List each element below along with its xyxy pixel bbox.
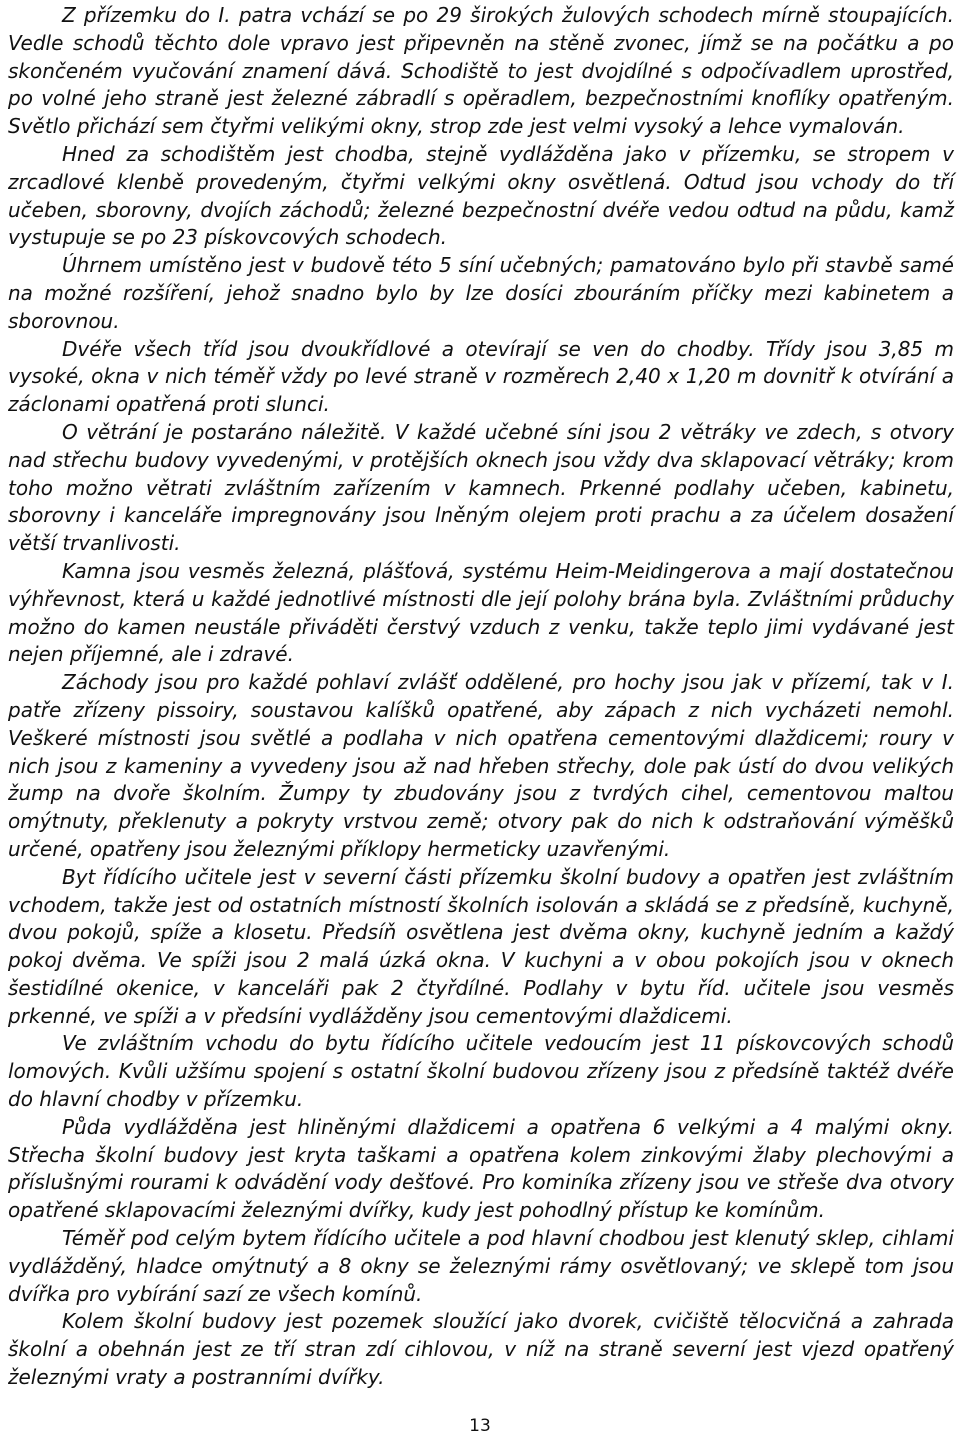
document-body (8, 2, 954, 1392)
paragraph-staircase: Z přízemku do I. patra vchází se po 29 širokých žulových schodech mírně stoupajících. Vedle schodů těchto dole vpravo jest připevněn na stěně zvonec, jímž se na počátku a po skončeném vyučování znamení dává. Schodiště to jest dvojdílné s odpočívadlem uprostřed, po volné jeho straně jest železné zábradlí s opěradlem, bezpečnostními knoflíky opatřeným. Světlo přichází sem čtyřmi velikými okny, strop zde jest velmi vysoký a lehce vymalován. (8, 3, 954, 139)
paragraph-corridor: Hned za schodištěm jest chodba, stejně vydlážděna jako v přízemku, se stropem v zrcadlové klenbě provedeným, čtyřmi velkými okny osvětlená. Odtud jsou vchody do tří učeben, sborovny, dvojích záchodů; železné bezpečnostní dvéře vedou odtud na půdu, kamž vystupuje se po 23 pískovcových schodech. (8, 141, 954, 250)
paragraph-doors: Dvéře všech tříd jsou dvoukřídlové a otevírají se ven do chodby. Třídy jsou 3,85 m vysoké, okna v nich téměř vždy po levé straně v rozměrech 2,40 x 1,20 m dovnitř k otvírání a záclonami opatřená proti slunci. (8, 336, 954, 417)
paragraph-stoves: Kamna jsou vesměs železná, plášťová, systému Heim-Meidingerova a mají dostatečnou výhřevnost, která u každé jednotlivé místnosti dle její polohy brána byla. Zvláštními průduchy možno do kamen neustále přiváděti čerstvý vzduch z venku, takže teplo jimi vydávané jest nejen příjemné, ale i zdravé. (8, 558, 954, 667)
paragraph-toilets: Záchody jsou pro každé pohlaví zvlášť oddělené, pro hochy jsou jak v přízemí, tak v I. patře zřízeny pissoiry, soustavou kalíšků opatřené, aby zápach z nich vycházeti nemohl. Veškeré místnosti jsou světlé a podlaha v nich opatřena cementovými dlaždicemi; roury v nich jsou z kameniny a vyvedeny jsou až nad hřeben střechy, dole pak ústí do dvou velikých žump na dvoře školním. Žumpy ty zbudovány jsou z tvrdých cihel, cementovou maltou omýtnuty, překlenuty a pokryty vrstvou země; otvory pak do nich k odstraňování výměšků určené, opatřeny jsou železnými příklopy hermeticky uzavřenými. (8, 670, 954, 861)
paragraph-flat-entrance: Ve zvláštním vchodu do bytu řídícího učitele vedoucím jest 11 pískovcových schodů lomových. Kvůli užšímu spojení s ostatní školní budovou zřízeny jsou z předsíně taktéž dvéře do hlavní chodby v přízemku. (8, 1031, 954, 1112)
paragraph-cellar: Téměř pod celým bytem řídícího učitele a pod hlavní chodbou jest klenutý sklep, cihlami vydlážděný, hladce omýtnutý a 8 okny se železnými rámy osvětlovaný; ve sklepě tom jsou dvířka pro vybírání sazí ze všech komínů. (8, 1226, 954, 1306)
paragraph-ventilation: O větrání je postaráno náležitě. V každé učebné síni jsou 2 větráky ve zdech, s otvory nad střechu budovy vyvedenými, v protějších oknech jsou vždy dva sklapovací větráky; krom toho možno větrati zvláštním zařízením v kamnech. Prkenné podlahy učeben, kabinetu, sborovny i kanceláře impregnovány jsou lněným olejem proti prachu a za účelem dosažení větší trvanlivosti. (8, 419, 954, 556)
page-number: 13 (469, 1416, 491, 1436)
paragraph-grounds: Kolem školní budovy jest pozemek sloužící jako dvorek, cvičiště tělocvičná a zahrada školní a obehnán jest ze tří stran zdí cihlovou, v níž na straně severní jest vjezd opatřený železnými vraty a postranními dvířky. (8, 1309, 954, 1390)
paragraph-headmaster-flat: Byt řídícího učitele jest v severní části přízemku školní budovy a opatřen jest zvláštním vchodem, takže jest od ostatních místností školních isolován a skládá se z předsíně, kuchyně, dvou pokojů, spíže a klosetu. Předsíň osvětlena jest dvěma okny, kuchyně jedním a každý pokoj dvěma. Ve spíži jsou 2 malá úzká okna. V kuchyni a v obou pokojích jsou v oknech šestidílné okenice, v kanceláři pak 2 čtyřdílné. Podlahy v bytu říd. učitele jsou vesměs prkenné, ve spíži a v předsíni vydlážděny jsou cementovými dlaždicemi. (8, 864, 954, 1028)
paragraph-classrooms: Úhrnem umístěno jest v budově této 5 síní učebných; pamatováno bylo při stavbě samé na možné rozšíření, jehož snadno bylo by lze dosíci zbouráním příčky mezi kabinetem a sborovnou. (8, 253, 954, 333)
paragraph-attic-roof: Půda vydlážděna jest hliněnými dlaždicemi a opatřena 6 velkými a 4 malými okny. Střecha školní budovy jest kryta taškami a opatřena kolem zinkovými žlaby plechovými a příslušnými rourami k odvádění vody dešťové. Pro kominíka zřízeny jsou ve střeše dva otvory opatřené sklapovacími železnými dvířky, kudy jest pohodlný přístup ke komínům. (8, 1114, 954, 1223)
